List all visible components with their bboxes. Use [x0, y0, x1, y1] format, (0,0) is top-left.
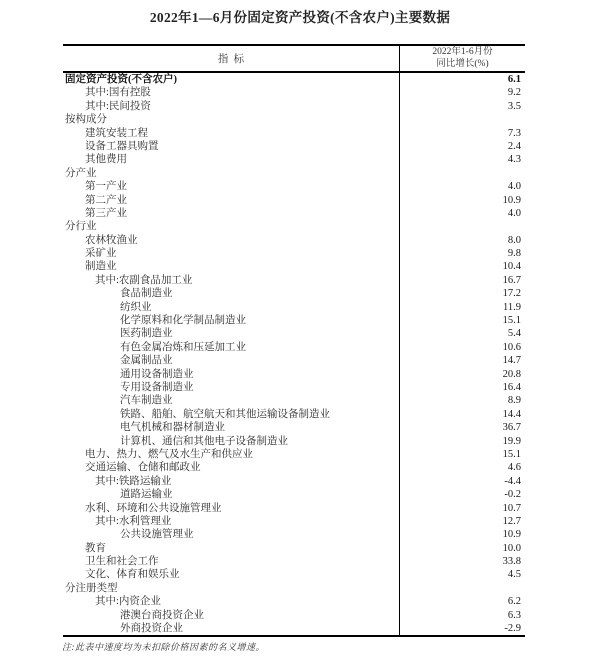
row-indicator-label: 其中:农副食品加工业: [63, 274, 400, 287]
row-indicator-label: 道路运输业: [63, 488, 400, 501]
table-row: [63, 394, 525, 407]
table-row: [63, 421, 525, 434]
row-growth-value: 17.2: [502, 288, 521, 300]
row-indicator-label: 其中:铁路运输业: [63, 475, 400, 488]
table-row: [63, 475, 525, 488]
row-growth-value: 9.8: [507, 248, 521, 260]
table-row: [63, 234, 525, 247]
row-growth-value: 10.9: [502, 194, 521, 206]
row-growth-value: 11.9: [503, 301, 521, 313]
row-growth-value: 8.9: [507, 395, 521, 407]
row-growth-value: 4.0: [507, 207, 521, 219]
row-growth-value: 14.7: [502, 355, 521, 367]
row-indicator-label: 制造业: [63, 260, 400, 273]
header-period-cell: [400, 46, 525, 71]
row-indicator-label: 计算机、通信和其他电子设备制造业: [63, 435, 400, 448]
row-growth-value: 5.4: [507, 328, 521, 340]
table-row: [63, 528, 525, 541]
row-indicator-label: 采矿业: [63, 247, 400, 260]
row-growth-value: 36.7: [502, 422, 521, 434]
table-row: [63, 86, 525, 99]
table-row: [63, 194, 525, 207]
table-row: [63, 113, 525, 126]
row-indicator-label: 医药制造业: [63, 327, 400, 340]
row-growth-value: [400, 113, 525, 126]
row-growth-value: 10.4: [502, 261, 521, 273]
row-indicator-label: 农林牧渔业: [63, 234, 400, 247]
table-row: [63, 555, 525, 568]
table-row: [63, 220, 525, 233]
row-growth-value: 4.0: [507, 181, 521, 193]
table-row: [63, 448, 525, 461]
row-indicator-label: 有色金属冶炼和压延加工业: [63, 341, 400, 354]
table-row: [63, 595, 525, 608]
table-row: [63, 435, 525, 448]
table-row: [63, 100, 525, 113]
row-growth-value: 12.7: [502, 515, 521, 527]
row-indicator-label: 港澳台商投资企业: [63, 609, 400, 622]
row-growth-value: -2.9: [504, 623, 521, 635]
table-row: [63, 461, 525, 474]
table-row: [63, 260, 525, 273]
row-growth-value: 33.8: [502, 556, 521, 568]
row-growth-value: [400, 220, 525, 233]
row-indicator-label: 建筑安装工程: [63, 127, 400, 140]
table-row: [63, 73, 525, 86]
row-indicator-label: 纺织业: [63, 301, 400, 314]
row-growth-value: 19.9: [502, 435, 521, 447]
header-period-line2: 同比增长(%): [436, 58, 489, 69]
row-growth-value: 10.7: [502, 502, 521, 514]
row-indicator-label: 分注册类型: [63, 582, 400, 595]
row-growth-value: [400, 167, 525, 180]
table-row: [63, 515, 525, 528]
table-row: [63, 488, 525, 501]
table-row: [63, 622, 525, 635]
row-indicator-label: 专用设备制造业: [63, 381, 400, 394]
table-row: [63, 327, 525, 340]
table-row: [63, 314, 525, 327]
table-row: [63, 502, 525, 515]
row-growth-value: 15.1: [502, 315, 521, 327]
table-row: [63, 287, 525, 300]
row-indicator-label: 铁路、船舶、航空航天和其他运输设备制造业: [63, 408, 400, 421]
row-indicator-label: 第三产业: [63, 207, 400, 220]
row-indicator-label: 其中:水利管理业: [63, 515, 400, 528]
row-growth-value: 10.0: [502, 542, 521, 554]
table-row: [63, 408, 525, 421]
page-title: 2022年1—6月份固定资产投资(不含农户)主要数据: [149, 10, 451, 25]
row-indicator-label: 设备工器具购置: [63, 140, 400, 153]
row-indicator-label: 文化、体育和娱乐业: [63, 568, 400, 581]
row-indicator-label: 电力、热力、燃气及水生产和供应业: [63, 448, 400, 461]
row-growth-value: 3.5: [507, 100, 521, 112]
table-row: [63, 274, 525, 287]
row-growth-value: 16.7: [502, 274, 521, 286]
row-growth-value: [400, 582, 525, 595]
row-indicator-label: 电气机械和器材制造业: [63, 421, 400, 434]
table-row: [63, 609, 525, 622]
table-body: [63, 73, 525, 635]
row-indicator-label: 其中:民间投资: [63, 100, 400, 113]
table-row: [63, 153, 525, 166]
table-row: [63, 140, 525, 153]
row-indicator-label: 食品制造业: [63, 287, 400, 300]
row-indicator-label: 教育: [63, 542, 400, 555]
row-indicator-label: 水利、环境和公共设施管理业: [63, 502, 400, 515]
row-growth-value: 6.3: [507, 609, 521, 621]
row-indicator-label: 其中:国有控股: [63, 86, 400, 99]
table-row: [63, 180, 525, 193]
row-indicator-label: 通用设备制造业: [63, 368, 400, 381]
row-indicator-label: 汽车制造业: [63, 394, 400, 407]
table-row: [63, 301, 525, 314]
footnote: 注:此表中速度均为未扣除价格因素的名义增速。: [62, 642, 265, 652]
row-indicator-label: 金属制品业: [63, 354, 400, 367]
row-indicator-label: 公共设施管理业: [63, 528, 400, 541]
row-growth-value: -4.4: [504, 475, 521, 487]
row-growth-value: 10.6: [502, 341, 521, 353]
header-indicator-cell: 指 标: [63, 46, 400, 71]
table-row: [63, 542, 525, 555]
table-row: [63, 368, 525, 381]
data-table: [63, 44, 525, 637]
row-indicator-label: 化学原料和化学制品制造业: [63, 314, 400, 327]
row-indicator-label: 其中:内资企业: [63, 595, 400, 608]
table-row: [63, 354, 525, 367]
row-indicator-label: 外商投资企业: [63, 622, 400, 635]
row-indicator-label: 卫生和社会工作: [63, 555, 400, 568]
row-indicator-label: 分行业: [63, 220, 400, 233]
table-row: [63, 247, 525, 260]
row-growth-value: 2.4: [507, 140, 521, 152]
row-growth-value: 7.3: [507, 127, 521, 139]
row-growth-value: 10.9: [502, 529, 521, 541]
row-indicator-label: 第二产业: [63, 194, 400, 207]
row-indicator-label: 固定资产投资(不含农户): [63, 73, 400, 86]
row-growth-value: 20.8: [502, 368, 521, 380]
table-header-row: [63, 46, 525, 73]
row-growth-value: 6.1: [507, 74, 521, 85]
table-row: [63, 127, 525, 140]
row-growth-value: 16.4: [502, 381, 521, 393]
table-row: [63, 582, 525, 595]
row-indicator-label: 交通运输、仓储和邮政业: [63, 461, 400, 474]
table-row: [63, 207, 525, 220]
row-growth-value: 14.4: [502, 408, 521, 420]
row-indicator-label: 其他费用: [63, 153, 400, 166]
table-row: [63, 167, 525, 180]
row-growth-value: 15.1: [502, 448, 521, 460]
row-growth-value: 9.2: [507, 87, 521, 99]
row-growth-value: 8.0: [507, 234, 521, 246]
table-row: [63, 341, 525, 354]
table-row: [63, 381, 525, 394]
table-row: [63, 568, 525, 581]
row-indicator-label: 第一产业: [63, 180, 400, 193]
row-growth-value: 6.2: [507, 596, 521, 608]
row-growth-value: 4.5: [507, 569, 521, 581]
row-indicator-label: 分产业: [63, 167, 400, 180]
row-growth-value: 4.6: [507, 462, 521, 474]
row-indicator-label: 按构成分: [63, 113, 400, 126]
row-growth-value: -0.2: [504, 489, 521, 501]
header-period-line1: 2022年1-6月份: [432, 47, 493, 57]
row-growth-value: 4.3: [507, 154, 521, 166]
